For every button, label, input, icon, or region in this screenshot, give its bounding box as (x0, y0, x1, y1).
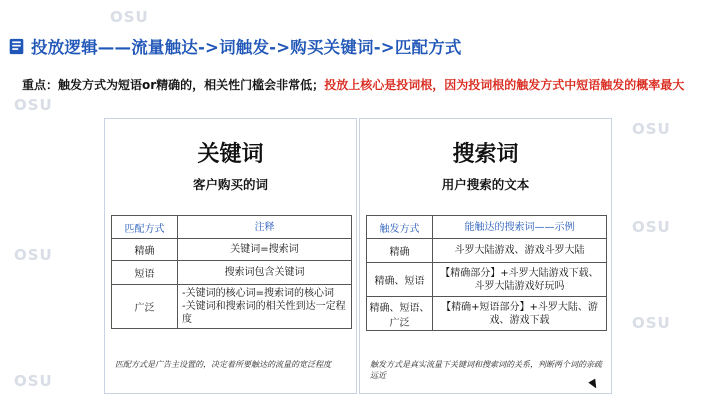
watermark: OSU (14, 96, 53, 114)
table-cell: 精确 (367, 239, 433, 262)
key-point-red: 投放上核心是投词根，因为投词根的触发方式中短语触发的概率最大 (324, 78, 685, 92)
table-cell: 精确、短语、广泛 (367, 297, 433, 330)
table-cell: 搜索词包含关键词 (224, 267, 305, 278)
book-icon (8, 38, 25, 55)
card-note: 触发方式是真实流量下关键词和搜索词的关系，判断两个词的亲疏远近 (370, 360, 602, 380)
table-row (112, 238, 351, 260)
watermark: OSU (632, 120, 671, 138)
match-type-table (111, 215, 352, 329)
card-subheading: 用户搜索的文本 (441, 177, 530, 192)
table-header-row (112, 216, 351, 238)
slide-title-row (8, 34, 462, 58)
watermark: OSU (632, 314, 671, 332)
table-cell: 关键词=搜索词 (230, 244, 299, 255)
table-header-cell: 触发方式 (367, 216, 433, 238)
slide-title: 投放逻辑——流量触达->词触发->购买关键词->匹配方式 (31, 38, 462, 57)
table-cell: -关键词的核心词=搜索词的核心词 -关键词和搜索词的相关性到达一定程度 (182, 288, 346, 325)
table-cell: 【精确+短语部分】+斗罗大陆、游戏、游戏下载 (441, 301, 598, 326)
table-header-cell: 匹配方式 (112, 216, 178, 238)
table-row (367, 262, 606, 296)
card-heading: 搜索词 (452, 142, 519, 167)
table-cell: 精确、短语 (367, 263, 433, 296)
table-row (112, 260, 351, 284)
table-row (367, 238, 606, 262)
key-point-black: 触发方式为短语or精确的，相关性门槛会非常低； (58, 78, 325, 92)
table-cell: 精确 (112, 239, 178, 260)
card-heading: 关键词 (197, 142, 264, 167)
table-cell: 【精确部分】+斗罗大陆游戏下载、斗罗大陆游戏好玩吗 (440, 267, 599, 292)
trigger-type-table (366, 215, 607, 331)
card-note: 匹配方式是广告主设置的，决定着所要触达的流量的宽泛程度 (115, 360, 331, 369)
table-cell: 短语 (112, 261, 178, 284)
watermark: OSU (110, 8, 149, 26)
watermark: OSU (14, 246, 53, 264)
table-row (112, 284, 351, 328)
table-row (367, 296, 606, 330)
watermark: OSU (632, 218, 671, 236)
keyword-card (104, 118, 357, 394)
table-cell: 斗罗大陆游戏、游戏斗罗大陆 (454, 245, 585, 256)
card-subheading: 客户购买的词 (192, 177, 268, 192)
key-point-label: 重点： (22, 78, 59, 92)
table-header-cell: 注释 (254, 221, 275, 233)
table-header-cell: 能触达的搜索词——示例 (464, 221, 575, 233)
watermark: OSU (14, 372, 53, 390)
search-term-card (359, 118, 612, 394)
key-point-text (22, 74, 702, 97)
table-cell: 广泛 (112, 285, 178, 328)
table-header-row (367, 216, 606, 238)
